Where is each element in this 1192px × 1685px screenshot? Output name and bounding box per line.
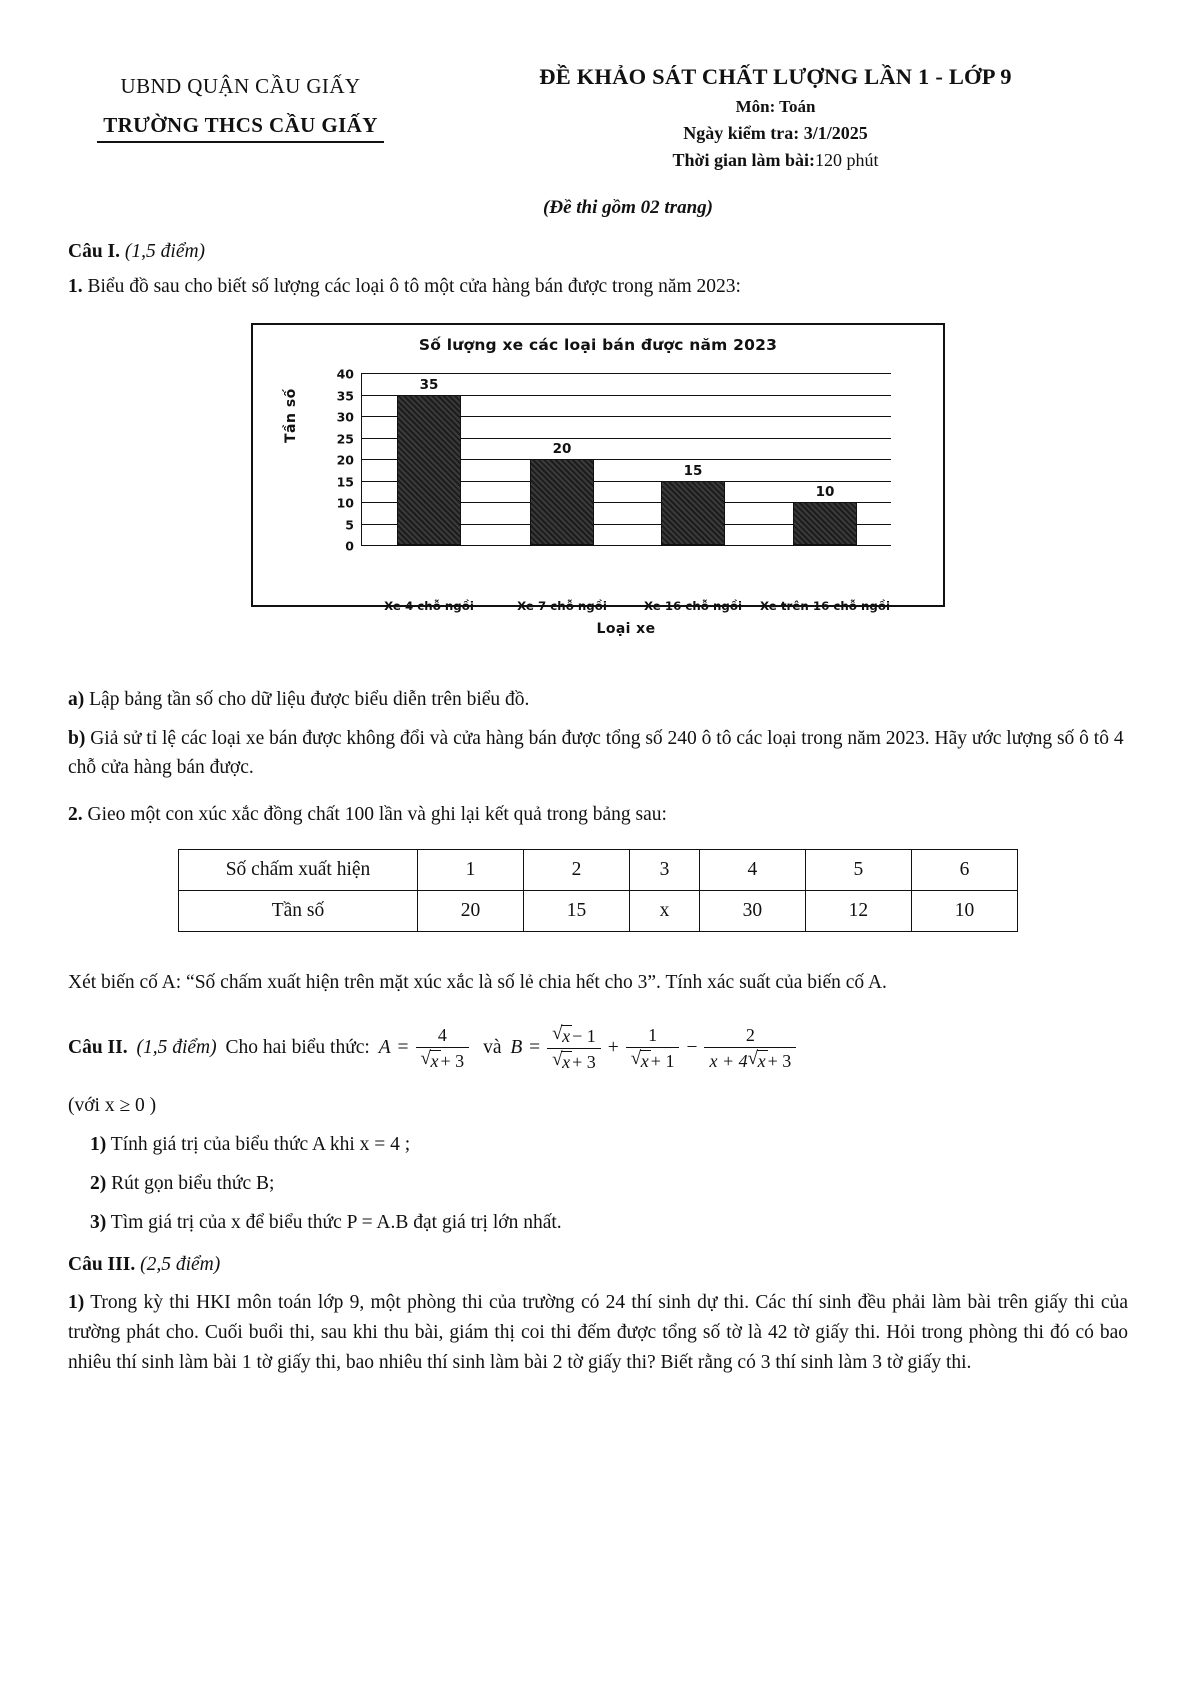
question-1a-body: Lập bảng tần số cho dữ liệu được biểu diễn trên biểu đồ. xyxy=(89,689,530,711)
exam-duration-value: 120 phút xyxy=(814,150,879,170)
chart-x-tick: Xe trên 16 chỗ ngồi xyxy=(760,599,890,614)
question-2-lead: Cho hai biểu thức: xyxy=(225,1037,370,1058)
expression-B-t3-den-tail: + 3 xyxy=(767,1050,792,1071)
chart-y-tick: 25 xyxy=(336,431,354,447)
expression-B-t2-den-radicand: x xyxy=(640,1050,649,1071)
question-1b-label: b) xyxy=(68,727,86,749)
expression-A-numerator: 4 xyxy=(437,1024,447,1045)
question-2-label: Câu II. xyxy=(68,1037,128,1058)
question-2-item-1-body: Tính giá trị của biểu thức A khi x = 4 ; xyxy=(110,1133,411,1155)
table-cell: 6 xyxy=(911,850,1017,891)
chart-y-axis-label: Tần số xyxy=(283,388,299,444)
question-1-1-body: Biểu đồ sau cho biết số lượng các loại ô tô một cửa hàng bán được trong năm 2023: xyxy=(87,276,741,297)
expression-B-t1-num-radicand: x xyxy=(562,1025,571,1046)
table-cell: 10 xyxy=(911,891,1017,932)
table-cell: 15 xyxy=(524,891,630,932)
expression-B-term2 xyxy=(626,1025,680,1072)
subject-line: Môn: Toán xyxy=(735,97,816,116)
exam-date-label: Ngày kiểm tra: xyxy=(683,123,800,143)
sqrt-icon xyxy=(552,1024,572,1047)
question-2-item-1-label: 1) xyxy=(90,1133,107,1155)
expression-B-t2-denominator xyxy=(626,1047,680,1072)
chart-y-tick: 30 xyxy=(336,409,354,425)
expression-A-den-radicand: x xyxy=(430,1050,439,1071)
question-3-item-1 xyxy=(68,1288,1128,1379)
chart-bar xyxy=(793,484,857,545)
expression-B-t3-numerator: 2 xyxy=(745,1024,755,1045)
bar-chart xyxy=(251,323,945,638)
table-cell: 4 xyxy=(699,850,805,891)
question-3-item-1-label: 1) xyxy=(68,1291,85,1313)
chart-bar-value: 35 xyxy=(419,376,439,393)
chart-bar-value: 10 xyxy=(815,484,835,501)
table-row-header: Số chấm xuất hiện xyxy=(179,850,418,891)
expression-A-den-tail: + 3 xyxy=(440,1050,465,1071)
expression-B-t1-den-tail: + 3 xyxy=(572,1051,596,1072)
question-3-item-1-body: Trong kỳ thi HKI môn toán lớp 9, một phòng thi của trường có 24 thí sinh dự thi. Các thí sinh đều phải làm bài trên giấy thi của trường phát cho. Cuối buổi thi, sau khi thu bài, giám thị coi thi đếm được tổng số tờ là 42 tờ giấy thi. Hỏi trong phòng thi đó có bao nhiêu thí sinh làm bài 1 tờ giấy thi, bao nhiêu thí sinh làm bài 2 tờ giấy thi? Biết rằng có 3 thí sinh làm 3 tờ giấy thi. xyxy=(68,1291,1128,1374)
table-cell: 5 xyxy=(805,850,911,891)
sqrt-icon xyxy=(631,1049,651,1072)
chart-x-tick: Xe 4 chỗ ngồi xyxy=(384,599,474,614)
chart-y-tick: 0 xyxy=(345,538,354,554)
table-cell: 12 xyxy=(805,891,911,932)
question-2-item-3 xyxy=(68,1212,1128,1234)
chart-y-tick: 5 xyxy=(345,517,354,533)
expression-B-t3-denominator xyxy=(704,1047,796,1072)
question-1-label: Câu I. xyxy=(68,241,121,262)
operator-minus: − xyxy=(686,1037,698,1058)
page-title: ĐỀ KHẢO SÁT CHẤT LƯỢNG LẦN 1 - LỚP 9 xyxy=(539,64,1012,89)
chart-y-tick: 40 xyxy=(336,366,354,382)
expression-B-t1-denominator xyxy=(547,1048,601,1073)
chart-bar xyxy=(397,376,461,546)
frequency-table xyxy=(178,849,1018,932)
question-2-item-3-label: 3) xyxy=(90,1211,107,1233)
question-1-2-text xyxy=(68,800,1128,829)
question-2-item-3-body: Tìm giá trị của x để biểu thức P = A.B đạt giá trị lớn nhất. xyxy=(110,1211,562,1233)
conjunction-and: và xyxy=(483,1037,502,1058)
table-row xyxy=(179,850,1018,891)
table-row xyxy=(179,891,1018,932)
table-cell: 30 xyxy=(699,891,805,932)
chart-bar xyxy=(661,462,725,546)
question-3-label: Câu III. xyxy=(68,1253,136,1275)
expression-B-t3-den-radicand: x xyxy=(757,1050,766,1071)
table-cell: 20 xyxy=(418,891,524,932)
chart-y-tick: 20 xyxy=(336,452,354,468)
question-1-event-text: Xét biến cố A: “Số chấm xuất hiện trên mặt xúc xắc là số lẻ chia hết cho 3”. Tính xác suất của biến cố A. xyxy=(68,972,887,994)
exam-info-block xyxy=(423,62,1128,171)
question-1-2-number: 2. xyxy=(68,804,83,825)
question-2-item-1 xyxy=(68,1134,1128,1156)
question-2-item-2-body: Rút gọn biểu thức B; xyxy=(111,1172,275,1194)
question-3-heading xyxy=(68,1254,1128,1276)
chart-x-axis xyxy=(345,538,891,554)
question-2-item-2 xyxy=(68,1173,1128,1195)
chart-x-tick: Xe 7 chỗ ngồi xyxy=(517,599,607,614)
question-1-2-body: Gieo một con xúc xắc đồng chất 100 lần và ghi lại kết quả trong bảng sau: xyxy=(87,804,667,825)
question-1-1-number: 1. xyxy=(68,276,83,297)
exam-date-value: 3/1/2025 xyxy=(803,123,868,143)
expression-A-denominator xyxy=(416,1047,470,1072)
school-name-line: TRƯỜNG THCS CẦU GIẤY xyxy=(97,113,384,143)
question-1b-text xyxy=(68,724,1128,783)
expression-B-t1-den-radicand: x xyxy=(562,1051,571,1072)
expression-B-term3 xyxy=(704,1025,796,1072)
table-cell: 1 xyxy=(418,850,524,891)
expression-B-t1-numerator xyxy=(547,1024,601,1048)
table-cell: x xyxy=(630,891,700,932)
chart-title: Số lượng xe các loại bán được năm 2023 xyxy=(418,336,778,355)
operator-plus: + xyxy=(607,1037,619,1058)
school-block xyxy=(68,62,413,143)
document-header xyxy=(68,62,1128,171)
expression-B-t3-den-pre: x + 4 xyxy=(709,1050,748,1071)
table-cell: 3 xyxy=(630,850,700,891)
sqrt-icon xyxy=(552,1050,572,1073)
question-2-heading-row: Câu II. (1,5 điểm) Cho hai biểu thức: A = 4 √ x + 3 và B = √ x − 1 √ x + 3 + 1 √ x + 1 − $\frac{2}{x + 4 √ x + 3}$ xyxy=(68,1024,1128,1073)
expression-B-t2-den-tail: + 1 xyxy=(650,1050,675,1071)
chart-gridline xyxy=(336,366,891,382)
chart-y-tick: 15 xyxy=(336,474,354,490)
table-row-header: Tần số xyxy=(179,891,418,932)
chart-plot-area xyxy=(336,366,891,638)
chart-x-axis-label: Loại xe xyxy=(596,621,656,638)
table-cell: 2 xyxy=(524,850,630,891)
chart-bar xyxy=(530,441,594,545)
question-2-item-2-label: 2) xyxy=(90,1172,107,1194)
exam-duration-line xyxy=(423,150,1128,171)
chart-y-tick: 10 xyxy=(336,495,354,511)
sqrt-icon xyxy=(421,1049,441,1072)
pages-note: (Đề thi gồm 02 trang) xyxy=(543,197,713,218)
question-1-points: (1,5 điểm) xyxy=(124,241,206,262)
district-authority-line: UBND QUẬN CẦU GIẤY xyxy=(120,74,361,98)
exam-duration-label: Thời gian làm bài: xyxy=(672,150,815,170)
question-2-points: (1,5 điểm) xyxy=(136,1037,217,1058)
page-content xyxy=(68,62,1128,1379)
question-1a-label: a) xyxy=(68,689,85,711)
chart-y-tick: 35 xyxy=(336,388,354,404)
expression-A-fraction xyxy=(416,1025,470,1072)
chart-x-tick: Xe 16 chỗ ngồi xyxy=(643,599,743,614)
chart-bar-value: 20 xyxy=(552,441,572,458)
question-1b-body: Giả sử tỉ lệ các loại xe bán được không đổi và cửa hàng bán được tổng số 240 ô tô các loại trong năm 2023. Hãy ước lượng số ô tô 4 chỗ cửa hàng bán được. xyxy=(68,727,1124,778)
expression-B-name: B xyxy=(510,1037,523,1058)
question-2-condition: (với x ≥ 0 ) xyxy=(68,1094,157,1116)
question-1-1-text xyxy=(68,272,1128,301)
question-1-heading xyxy=(68,241,1128,263)
sqrt-icon xyxy=(748,1049,768,1072)
expression-B-term1 xyxy=(547,1024,601,1073)
exam-date-line xyxy=(423,123,1128,144)
chart-bar-value: 15 xyxy=(683,462,703,479)
expression-A-name: A xyxy=(378,1037,391,1058)
expression-B-t2-numerator: 1 xyxy=(648,1024,658,1045)
expression-B-t1-num-tail: − 1 xyxy=(572,1025,596,1046)
question-1a-text xyxy=(68,685,1128,714)
question-3-points: (2,5 điểm) xyxy=(140,1253,221,1275)
